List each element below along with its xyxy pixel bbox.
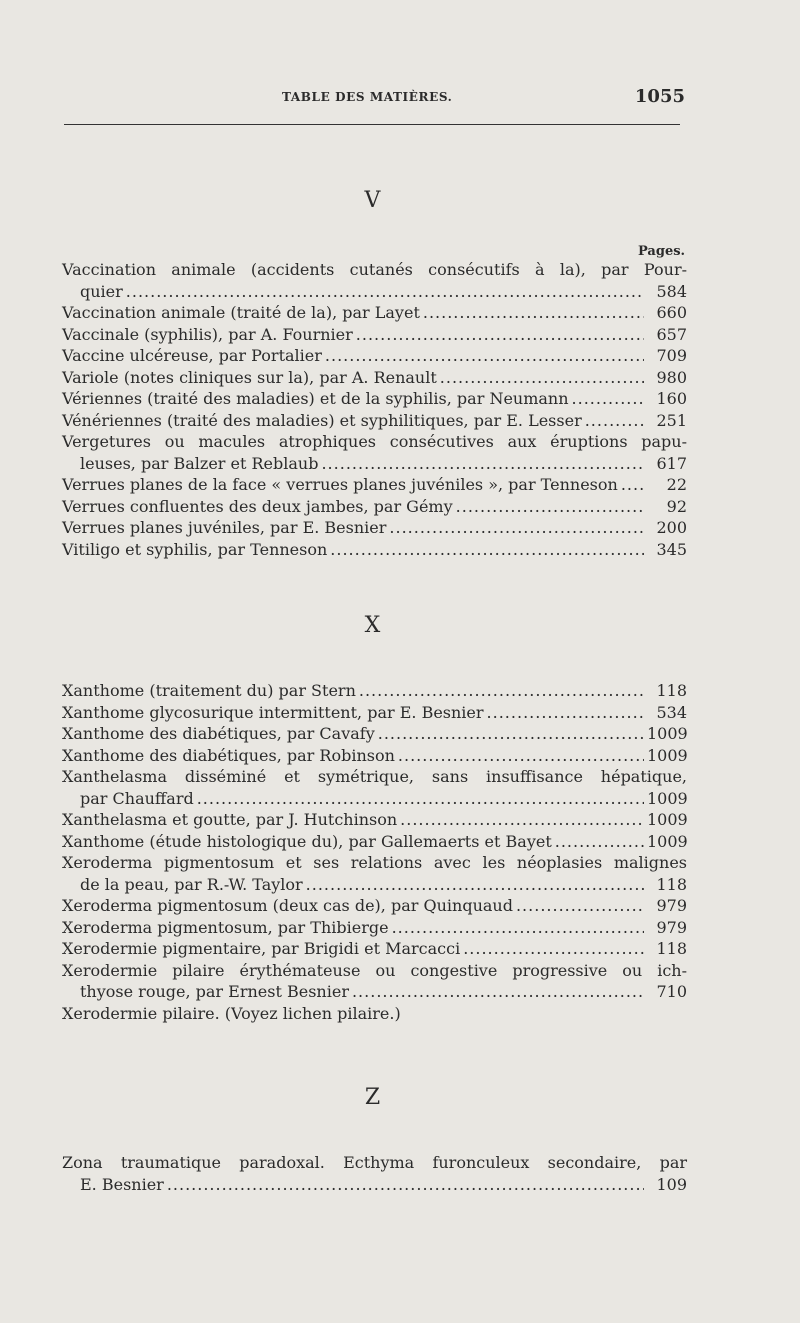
leader-dots xyxy=(389,517,644,539)
entry-page-number: 1009 xyxy=(647,745,688,765)
index-entry xyxy=(62,960,687,1003)
entry-text: Vaccinale (syphilis), par A. Fournier xyxy=(62,324,353,344)
leader-dots xyxy=(321,453,644,475)
entry-text: Vaccination animale (accidents cutanés consécutifs à la), par Pour- xyxy=(62,260,687,279)
index-entry xyxy=(62,345,687,367)
section-x-entries xyxy=(62,680,687,1024)
entry-text: par Chauffard xyxy=(80,788,194,808)
entry-text: Variole (notes cliniques sur la), par A. Renault xyxy=(62,367,437,387)
entry-page-number: 251 xyxy=(656,410,687,430)
header-rule xyxy=(64,124,680,125)
entry-text: Xanthome (traitement du) par Stern xyxy=(62,681,356,700)
entry-text: Verrues planes juvéniles, par E. Besnier xyxy=(62,518,387,537)
entry-page-number: 710 xyxy=(656,982,687,1001)
entry-text: Vergetures ou macules atrophiques consécutives aux éruptions papu- xyxy=(62,432,687,451)
leader-dots xyxy=(456,496,644,518)
page-header xyxy=(60,88,685,112)
entry-text: Xerodermie pilaire. (Voyez lichen pilaire.) xyxy=(62,1003,401,1023)
entry-text: Xanthelasma disséminé et symétrique, sans insuffisance hépatique, xyxy=(62,767,687,786)
leader-dots xyxy=(392,917,644,939)
entry-text: Vaccination animale (traité de la), par Layet xyxy=(62,303,420,322)
index-entry xyxy=(62,367,687,389)
entry-text: de la peau, par R.-W. Taylor xyxy=(80,874,303,894)
entry-page-number: 160 xyxy=(656,389,687,408)
index-entry xyxy=(62,809,687,831)
leader-dots xyxy=(197,788,644,810)
entry-text: Xanthome des diabétiques, par Cavafy xyxy=(62,724,375,743)
entry-page-number: 1009 xyxy=(647,810,688,829)
index-entry xyxy=(62,917,687,939)
index-entry xyxy=(62,852,687,895)
entry-page-number: 118 xyxy=(656,681,687,700)
entry-page-number: 980 xyxy=(656,367,687,387)
index-entry xyxy=(62,723,687,745)
index-entry xyxy=(62,1152,687,1195)
entry-text: Xanthelasma et goutte, par J. Hutchinson xyxy=(62,810,398,829)
entry-page-number: 534 xyxy=(656,702,687,722)
page-number: 1055 xyxy=(634,86,685,107)
entry-page-number: 22 xyxy=(666,475,687,494)
entry-page-number: 345 xyxy=(656,539,687,559)
leader-dots xyxy=(330,539,644,561)
leader-dots xyxy=(440,367,644,389)
running-title: TABLE DES MATIÈRES. xyxy=(282,90,453,104)
leader-dots xyxy=(356,324,644,346)
entry-text: Xanthome (étude histologique du), par Gallemaerts et Bayet xyxy=(62,831,552,851)
leader-dots xyxy=(555,831,644,853)
leader-dots xyxy=(487,702,644,724)
leader-dots xyxy=(126,281,644,303)
index-entry xyxy=(62,831,687,853)
index-entry xyxy=(62,680,687,702)
entry-text: Xeroderma pigmentosum et ses relations avec les néoplasies malignes xyxy=(62,853,687,872)
section-z-entries xyxy=(62,1152,687,1195)
entry-text: Vaccine ulcéreuse, par Portalier xyxy=(62,346,322,365)
entry-page-number: 1009 xyxy=(647,724,688,743)
section-letter-x: X xyxy=(364,613,381,638)
entry-page-number: 979 xyxy=(656,917,687,937)
index-entry xyxy=(62,702,687,724)
entry-page-number: 118 xyxy=(656,874,687,894)
leader-dots xyxy=(572,388,644,410)
index-entry xyxy=(62,388,687,410)
entry-page-number: 617 xyxy=(656,453,687,473)
index-entry xyxy=(62,895,687,917)
entry-page-number: 1009 xyxy=(647,788,688,808)
entry-page-number: 92 xyxy=(666,496,687,516)
index-entry xyxy=(62,302,687,324)
entry-text: Verrues planes de la face « verrues planes juvéniles », par Tenneson xyxy=(62,475,618,494)
leader-dots xyxy=(359,680,644,702)
entry-text: quier xyxy=(80,281,123,301)
entry-text: Xerodermie pilaire érythémateuse ou congestive progressive ou ich- xyxy=(62,960,687,980)
section-v-entries xyxy=(62,259,687,560)
pages-column-label: Pages. xyxy=(638,244,686,259)
entry-text: leuses, par Balzer et Reblaub xyxy=(80,453,319,473)
leader-dots xyxy=(352,981,644,1003)
entry-page-number: 109 xyxy=(656,1174,687,1194)
leader-dots xyxy=(398,745,644,767)
index-entry xyxy=(62,496,687,518)
index-entry xyxy=(62,539,687,561)
index-entry xyxy=(62,766,687,809)
entry-text: Xeroderma pigmentosum (deux cas de), par Quinquaud xyxy=(62,896,513,915)
entry-text: Zona traumatique paradoxal. Ecthyma furonculeux secondaire, par xyxy=(62,1153,687,1172)
entry-text: Vénériennes (traité des maladies) et syphilitiques, par E. Lesser xyxy=(62,410,582,430)
index-entry xyxy=(62,410,687,432)
index-entry xyxy=(62,517,687,539)
entry-text: Vériennes (traité des maladies) et de la syphilis, par Neumann xyxy=(62,389,569,408)
leader-dots xyxy=(463,938,644,960)
section-letter-z: Z xyxy=(364,1085,381,1110)
index-entry xyxy=(62,431,687,474)
entry-text: Verrues confluentes des deux jambes, par Gémy xyxy=(62,496,453,516)
entry-text: Xeroderma pigmentosum, par Thibierge xyxy=(62,917,389,937)
leader-dots xyxy=(325,345,644,367)
entry-page-number: 118 xyxy=(656,939,687,958)
entry-page-number: 584 xyxy=(656,281,687,301)
leader-dots xyxy=(378,723,644,745)
entry-page-number: 979 xyxy=(656,896,687,915)
leader-dots xyxy=(585,410,644,432)
entry-text: E. Besnier xyxy=(80,1174,164,1194)
index-entry xyxy=(62,324,687,346)
index-entry xyxy=(62,938,687,960)
index-entry xyxy=(62,259,687,302)
entry-text: Xerodermie pigmentaire, par Brigidi et Marcacci xyxy=(62,939,461,958)
leader-dots xyxy=(306,874,644,896)
entry-text: thyose rouge, par Ernest Besnier xyxy=(80,982,349,1001)
entry-text: Xanthome des diabétiques, par Robinson xyxy=(62,745,395,765)
entry-page-number: 660 xyxy=(656,303,687,322)
entry-page-number: 709 xyxy=(656,346,687,365)
entry-text: Vitiligo et syphilis, par Tenneson xyxy=(62,539,328,559)
entry-text: Xanthome glycosurique intermittent, par E. Besnier xyxy=(62,702,484,722)
section-letter-v: V xyxy=(364,188,381,213)
leader-dots xyxy=(516,895,644,917)
entry-page-number: 657 xyxy=(656,324,687,344)
index-entry xyxy=(62,745,687,767)
index-entry xyxy=(62,474,687,496)
leader-dots xyxy=(400,809,644,831)
entry-page-number: 200 xyxy=(656,518,687,537)
leader-dots xyxy=(621,474,644,496)
leader-dots xyxy=(167,1174,644,1196)
entry-page-number: 1009 xyxy=(647,831,688,851)
index-entry xyxy=(62,1003,687,1025)
leader-dots xyxy=(423,302,644,324)
